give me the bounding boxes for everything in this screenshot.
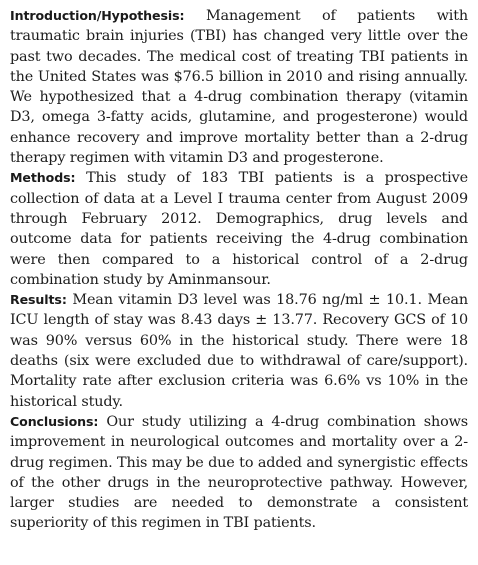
abstract-section-results (10, 290, 468, 412)
section-label-methods: Methods: (10, 170, 76, 186)
section-text-methods: This study of 183 TBI patients is a prospective collection of data at a Level I trauma center from August 2009 through February 2012. Demographics, drug levels and outcome data for patients receiving the 4-drug combination were then compared to a historical control of a 2-drug combination study by Aminmansour. (10, 170, 468, 288)
section-label-results: Results: (10, 292, 67, 308)
section-label-conclusions: Conclusions: (10, 413, 99, 429)
section-text-results: Mean vitamin D3 level was 18.76 ng/ml ± 10.1. Mean ICU length of stay was 8.43 days ± 13.77. Recovery GCS of 10 was 90% versus 60% in the historical study. There were 18 deaths (six were excluded due to withdrawal of care/support). Mortality rate after exclusion criteria was 6.6% vs 10% in the historical study. (10, 292, 468, 410)
abstract-section-conclusions (10, 412, 468, 534)
abstract-section-introduction (10, 6, 468, 168)
section-text-introduction: Management of patients with traumatic brain injuries (TBI) has changed very little over the past two decades. The medical cost of treating TBI patients in the United States was $76.5 billion in 2010 and rising annually. We hypothesized that a 4-drug combination therapy (vitamin D3, omega 3-fatty acids, glutamine, and progesterone) would enhance recovery and improve mortality better than a 2-drug therapy regimen with vitamin D3 and progesterone. (10, 8, 468, 167)
abstract-section-methods (10, 168, 468, 290)
abstract (10, 6, 468, 534)
section-text-conclusions: Our study utilizing a 4-drug combination shows improvement in neurological outcomes and mortality over a 2-drug regimen. This may be due to added and synergistic effects of the other drugs in the neuroprotective pathway. However, larger studies are needed to demonstrate a consistent superiority of this regimen in TBI patients. (10, 413, 468, 532)
section-label-introduction: Introduction/Hypothesis: (10, 8, 185, 23)
